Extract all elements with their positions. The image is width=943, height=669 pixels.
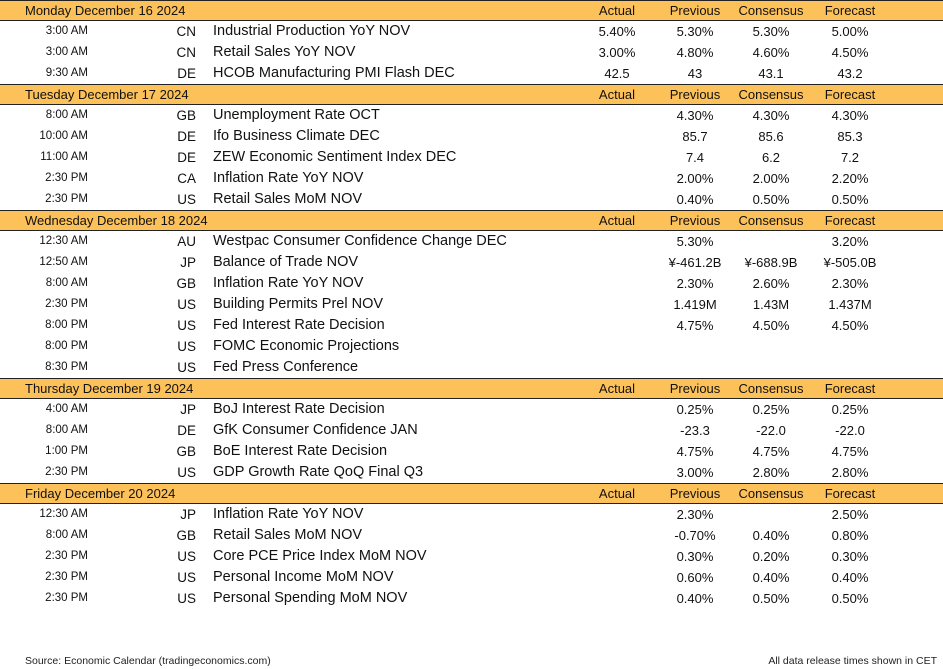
event-row	[0, 357, 943, 378]
event-forecast: 0.30%	[831, 549, 869, 564]
column-header-previous: Previous	[669, 87, 721, 102]
source-note: Source: Economic Calendar (tradingeconomics.com)	[25, 655, 271, 667]
timezone-note: All data release times shown in CET	[768, 655, 937, 667]
event-country: CA	[177, 171, 196, 186]
event-country: US	[177, 318, 196, 333]
event-country: DE	[177, 423, 196, 438]
event-name: Retail Sales MoM NOV	[213, 191, 363, 207]
event-consensus: 85.6	[758, 129, 784, 144]
column-header-forecast: Forecast	[824, 381, 876, 396]
event-name: ZEW Economic Sentiment Index DEC	[213, 149, 457, 165]
day-section	[0, 483, 943, 609]
event-time: 8:00 AM	[45, 424, 88, 436]
event-name: Unemployment Rate OCT	[213, 107, 380, 123]
column-header-consensus: Consensus	[738, 213, 804, 228]
column-header-consensus: Consensus	[738, 3, 804, 18]
event-previous: 0.30%	[676, 549, 714, 564]
event-previous: 4.80%	[676, 45, 714, 60]
event-time: 8:00 PM	[45, 340, 88, 352]
event-forecast: 0.40%	[831, 570, 869, 585]
event-time: 2:30 PM	[45, 466, 88, 478]
column-header-consensus: Consensus	[738, 381, 804, 396]
event-name: BoE Interest Rate Decision	[213, 443, 388, 459]
event-time: 2:30 PM	[45, 571, 88, 583]
event-forecast: 0.25%	[831, 402, 869, 417]
event-previous: 4.75%	[676, 444, 714, 459]
event-country: DE	[177, 66, 196, 81]
event-forecast: 0.50%	[831, 591, 869, 606]
event-name: Balance of Trade NOV	[213, 254, 359, 270]
event-name: Fed Press Conference	[213, 359, 359, 375]
day-date: Thursday December 19 2024	[25, 381, 194, 396]
event-time: 9:30 AM	[45, 67, 88, 79]
event-previous: 43	[687, 66, 703, 81]
event-consensus: 4.30%	[752, 108, 790, 123]
day-section	[0, 378, 943, 483]
event-time: 10:00 AM	[39, 130, 88, 142]
day-date: Friday December 20 2024	[25, 486, 176, 501]
day-date: Monday December 16 2024	[25, 3, 186, 18]
column-header-forecast: Forecast	[824, 87, 876, 102]
event-previous: 3.00%	[676, 465, 714, 480]
event-forecast: ¥-505.0B	[823, 255, 877, 270]
event-row	[0, 441, 943, 462]
event-time: 8:00 AM	[45, 277, 88, 289]
event-country: GB	[176, 528, 196, 543]
event-country: DE	[177, 150, 196, 165]
event-country: US	[177, 570, 196, 585]
event-forecast: 1.437M	[828, 297, 872, 312]
day-header	[0, 483, 943, 504]
event-forecast: 4.50%	[831, 45, 869, 60]
event-row	[0, 525, 943, 546]
event-time: 2:30 PM	[45, 172, 88, 184]
event-name: Inflation Rate YoY NOV	[213, 170, 364, 186]
event-row	[0, 168, 943, 189]
event-forecast: 4.50%	[831, 318, 869, 333]
event-consensus: 0.20%	[752, 549, 790, 564]
event-country: CN	[176, 45, 196, 60]
event-name: Industrial Production YoY NOV	[213, 23, 411, 39]
event-row	[0, 294, 943, 315]
event-previous: 5.30%	[676, 24, 714, 39]
event-country: US	[177, 591, 196, 606]
event-previous: 0.40%	[676, 591, 714, 606]
event-actual: 3.00%	[598, 45, 636, 60]
event-forecast: 43.2	[837, 66, 863, 81]
event-name: GfK Consumer Confidence JAN	[213, 422, 418, 438]
event-previous: 4.75%	[676, 318, 714, 333]
event-previous: -0.70%	[674, 528, 716, 543]
event-row	[0, 42, 943, 63]
event-country: CN	[176, 24, 196, 39]
event-time: 8:00 AM	[45, 529, 88, 541]
event-country: JP	[180, 507, 196, 522]
event-name: Retail Sales MoM NOV	[213, 527, 363, 543]
column-header-actual: Actual	[598, 486, 636, 501]
event-forecast: 4.30%	[831, 108, 869, 123]
event-previous: -23.3	[680, 423, 710, 438]
event-row	[0, 63, 943, 84]
event-name: Westpac Consumer Confidence Change DEC	[213, 233, 507, 249]
event-country: GB	[176, 108, 196, 123]
column-header-previous: Previous	[669, 3, 721, 18]
day-section	[0, 0, 943, 84]
event-consensus: 1.43M	[752, 297, 790, 312]
day-header	[0, 0, 943, 21]
event-row	[0, 21, 943, 42]
event-time: 12:30 AM	[39, 235, 88, 247]
event-row	[0, 189, 943, 210]
column-header-actual: Actual	[598, 381, 636, 396]
event-row	[0, 126, 943, 147]
event-time: 2:30 PM	[45, 592, 88, 604]
event-consensus: 0.50%	[752, 591, 790, 606]
event-row	[0, 336, 943, 357]
event-country: DE	[177, 129, 196, 144]
event-forecast: 2.30%	[831, 276, 869, 291]
event-name: GDP Growth Rate QoQ Final Q3	[213, 464, 424, 480]
event-time: 4:00 AM	[45, 403, 88, 415]
event-name: Building Permits Prel NOV	[213, 296, 384, 312]
event-row	[0, 546, 943, 567]
event-consensus: 5.30%	[752, 24, 790, 39]
event-time: 12:50 AM	[39, 256, 88, 268]
event-time: 8:00 AM	[45, 109, 88, 121]
event-time: 8:30 PM	[45, 361, 88, 373]
event-previous: ¥-461.2B	[668, 255, 722, 270]
event-country: US	[177, 192, 196, 207]
event-forecast: -22.0	[835, 423, 865, 438]
event-time: 2:30 PM	[45, 298, 88, 310]
event-consensus: 2.60%	[752, 276, 790, 291]
event-forecast: 0.50%	[831, 192, 869, 207]
event-row	[0, 588, 943, 609]
column-header-consensus: Consensus	[738, 486, 804, 501]
event-row	[0, 231, 943, 252]
event-name: Inflation Rate YoY NOV	[213, 275, 364, 291]
column-header-forecast: Forecast	[824, 3, 876, 18]
event-consensus: 4.50%	[752, 318, 790, 333]
event-row	[0, 147, 943, 168]
event-previous: 0.60%	[676, 570, 714, 585]
event-consensus: 43.1	[758, 66, 784, 81]
event-country: US	[177, 339, 196, 354]
column-header-forecast: Forecast	[824, 213, 876, 228]
event-row	[0, 504, 943, 525]
event-time: 11:00 AM	[40, 151, 88, 163]
event-forecast: 5.00%	[831, 24, 869, 39]
event-consensus: 0.40%	[752, 570, 790, 585]
event-consensus: 0.25%	[752, 402, 790, 417]
event-country: GB	[176, 276, 196, 291]
event-consensus: 0.40%	[752, 528, 790, 543]
event-country: GB	[176, 444, 196, 459]
event-previous: 4.30%	[676, 108, 714, 123]
event-row	[0, 252, 943, 273]
event-time: 12:30 AM	[39, 508, 88, 520]
event-row	[0, 420, 943, 441]
event-row	[0, 567, 943, 588]
event-forecast: 7.2	[840, 150, 860, 165]
event-previous: 2.00%	[676, 171, 714, 186]
event-consensus: 6.2	[761, 150, 781, 165]
column-header-actual: Actual	[598, 87, 636, 102]
event-consensus: 2.80%	[752, 465, 790, 480]
event-row	[0, 462, 943, 483]
event-time: 2:30 PM	[45, 550, 88, 562]
event-consensus: -22.0	[756, 423, 786, 438]
column-header-consensus: Consensus	[738, 87, 804, 102]
column-header-previous: Previous	[669, 381, 721, 396]
event-time: 1:00 PM	[45, 445, 88, 457]
event-country: US	[177, 465, 196, 480]
event-previous: 85.7	[682, 129, 708, 144]
day-section	[0, 210, 943, 378]
event-row	[0, 105, 943, 126]
event-time: 8:00 PM	[45, 319, 88, 331]
event-name: FOMC Economic Projections	[213, 338, 400, 354]
event-name: Personal Income MoM NOV	[213, 569, 394, 585]
column-header-previous: Previous	[669, 213, 721, 228]
event-name: BoJ Interest Rate Decision	[213, 401, 385, 417]
day-header	[0, 210, 943, 231]
event-row	[0, 399, 943, 420]
event-country: JP	[180, 402, 196, 417]
event-previous: 1.419M	[673, 297, 717, 312]
event-country: US	[177, 549, 196, 564]
day-date: Wednesday December 18 2024	[25, 213, 208, 228]
event-time: 3:00 AM	[45, 25, 88, 37]
event-country: US	[177, 360, 196, 375]
event-forecast: 4.75%	[831, 444, 869, 459]
event-consensus: ¥-688.9B	[744, 255, 798, 270]
event-row	[0, 273, 943, 294]
event-previous: 2.30%	[676, 507, 714, 522]
event-consensus: 4.60%	[752, 45, 790, 60]
event-name: Personal Spending MoM NOV	[213, 590, 408, 606]
event-forecast: 2.50%	[831, 507, 869, 522]
column-header-actual: Actual	[598, 213, 636, 228]
column-header-previous: Previous	[669, 486, 721, 501]
event-row	[0, 315, 943, 336]
event-consensus: 2.00%	[752, 171, 790, 186]
event-country: JP	[180, 255, 196, 270]
event-time: 3:00 AM	[45, 46, 88, 58]
day-header	[0, 84, 943, 105]
column-header-forecast: Forecast	[824, 486, 876, 501]
event-previous: 0.40%	[676, 192, 714, 207]
event-country: AU	[177, 234, 196, 249]
event-forecast: 2.20%	[831, 171, 869, 186]
day-section	[0, 84, 943, 210]
event-forecast: 85.3	[837, 129, 863, 144]
event-name: Core PCE Price Index MoM NOV	[213, 548, 427, 564]
event-previous: 2.30%	[676, 276, 714, 291]
event-previous: 7.4	[685, 150, 705, 165]
event-consensus: 0.50%	[752, 192, 790, 207]
event-forecast: 3.20%	[831, 234, 869, 249]
day-date: Tuesday December 17 2024	[25, 87, 189, 102]
event-actual: 42.5	[604, 66, 630, 81]
event-previous: 0.25%	[676, 402, 714, 417]
event-actual: 5.40%	[598, 24, 636, 39]
event-forecast: 0.80%	[831, 528, 869, 543]
column-header-actual: Actual	[598, 3, 636, 18]
event-consensus: 4.75%	[752, 444, 790, 459]
event-time: 2:30 PM	[45, 193, 88, 205]
event-country: US	[177, 297, 196, 312]
event-previous: 5.30%	[676, 234, 714, 249]
event-name: Ifo Business Climate DEC	[213, 128, 380, 144]
event-name: Inflation Rate YoY NOV	[213, 506, 364, 522]
event-name: HCOB Manufacturing PMI Flash DEC	[213, 65, 455, 81]
event-forecast: 2.80%	[831, 465, 869, 480]
event-name: Retail Sales YoY NOV	[213, 44, 356, 60]
day-header	[0, 378, 943, 399]
event-name: Fed Interest Rate Decision	[213, 317, 385, 333]
